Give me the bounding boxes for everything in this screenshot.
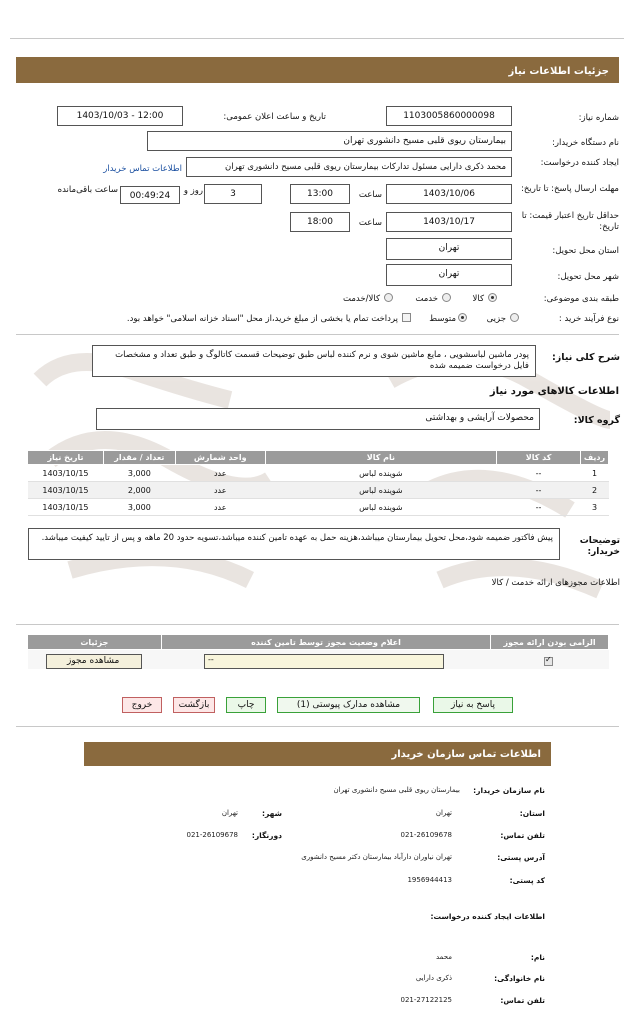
process-label: نوع فرآیند خرید : <box>558 314 619 324</box>
view-permit-button[interactable]: مشاهده مجوز <box>46 654 142 669</box>
send-time-field: 13:00 <box>290 184 350 204</box>
contact-header: اطلاعات تماس سازمان خریدار <box>84 742 551 766</box>
goods-group-label: گروه کالا: <box>573 415 620 426</box>
table-row <box>28 499 609 516</box>
permits-divider <box>16 624 619 625</box>
attachments-button[interactable]: مشاهده مدارک پیوستی (1) <box>277 697 420 713</box>
row-unit: عدد <box>175 482 265 499</box>
col-need-date: تاریخ نیاز <box>28 451 104 465</box>
print-button[interactable]: چاپ <box>226 697 266 713</box>
row-code: -- <box>497 465 581 482</box>
col-row-number: ردیف <box>580 451 608 465</box>
category-label: طبقه بندی موضوعی: <box>543 294 619 304</box>
treasury-payment-checkbox[interactable] <box>402 313 411 322</box>
process-option-medium: متوسط <box>429 314 456 324</box>
back-button[interactable]: بازگشت <box>173 697 215 713</box>
price-deadline-label: حداقل تاریخ اعتبار قیمت: تا تاریخ: <box>521 211 619 232</box>
category-option-goods: کالا <box>472 294 484 304</box>
page-header: جزئیات اطلاعات نیاز <box>16 57 619 83</box>
contact-city-label: شهر: <box>262 809 282 818</box>
contact-fax-label: دورنگار: <box>251 831 282 840</box>
col-details: جزئیات <box>28 635 162 650</box>
process-option-minor: جزیی <box>486 314 506 324</box>
row-qty: 3,000 <box>103 465 175 482</box>
price-date-field: 1403/10/17 <box>386 212 512 232</box>
description-label: شرح کلی نیاز: <box>551 352 620 363</box>
row-index: 2 <box>580 482 608 499</box>
creator-field: محمد ذکری دارایی مسئول تدارکات بیمارستان ریوی قلبی مسیح دانشوری تهران <box>186 157 512 177</box>
city-label: شهر محل تحویل: <box>557 272 619 282</box>
col-permit-required: الزامی بودن ارائه مجوز <box>491 635 609 650</box>
top-divider <box>10 38 624 39</box>
creator-name-value: محمد <box>436 953 452 961</box>
footer-divider <box>16 726 619 727</box>
col-quantity: تعداد / مقدار <box>103 451 175 465</box>
goods-section-title: اطلاعات کالاهای مورد نیاز <box>489 386 619 397</box>
remaining-time-field: 00:49:24 <box>120 186 180 204</box>
send-time-label: ساعت <box>358 190 382 200</box>
remaining-label: ساعت باقی‌مانده <box>57 185 118 195</box>
days-field: 3 <box>204 184 262 204</box>
price-time-field: 18:00 <box>290 212 350 232</box>
process-radio-minor[interactable] <box>510 313 519 322</box>
contact-postal-label: کد پستی: <box>509 876 545 885</box>
goods-group-field: محصولات آرایشی و بهداشتی <box>96 408 540 430</box>
row-name: شوینده لباس <box>265 465 497 482</box>
reply-button[interactable]: پاسخ به نیاز <box>433 697 513 713</box>
contact-city-value: تهران <box>221 809 238 817</box>
contact-province-value: تهران <box>435 809 452 817</box>
table-row <box>28 465 609 482</box>
contact-org-label: نام سازمان خریدار: <box>473 786 545 795</box>
exit-button[interactable]: خروج <box>122 697 162 713</box>
contact-fax-value: 021-26109678 <box>186 831 238 839</box>
province-field: تهران <box>386 238 512 260</box>
row-qty: 3,000 <box>103 499 175 516</box>
city-field: تهران <box>386 264 512 286</box>
category-radio-both[interactable] <box>384 293 393 302</box>
buyer-contact-link[interactable]: اطلاعات تماس خریدار <box>103 164 182 174</box>
contact-phone-label: تلفن تماس: <box>500 831 545 840</box>
row-unit: عدد <box>175 499 265 516</box>
contact-province-label: استان: <box>519 809 545 818</box>
row-name: شوینده لباس <box>265 499 497 516</box>
send-deadline-label: مهلت ارسال پاسخ: تا تاریخ: <box>521 184 619 194</box>
row-date: 1403/10/15 <box>28 465 104 482</box>
row-date: 1403/10/15 <box>28 499 104 516</box>
contact-address-label: آدرس پستی: <box>497 853 545 862</box>
category-option-service: خدمت <box>415 294 438 304</box>
creator-family-label: نام خانوادگی: <box>494 974 545 983</box>
creator-label: ایجاد کننده درخواست: <box>540 158 619 168</box>
creator-family-value: ذکری دارایی <box>415 974 452 982</box>
creator-phone-value: 021-27122125 <box>400 996 452 1004</box>
announce-label: تاریخ و ساعت اعلان عمومی: <box>223 112 326 122</box>
row-date: 1403/10/15 <box>28 482 104 499</box>
announce-field: 1403/10/03 - 12:00 <box>57 106 183 126</box>
price-time-label: ساعت <box>358 218 382 228</box>
category-option-both: کالا/خدمت <box>343 294 380 304</box>
creator-info-title: اطلاعات ایجاد کننده درخواست: <box>430 912 545 921</box>
description-field: پودر ماشین لباسشویی ، مایع ماشین شوی و نرم کننده لباس طبق توضیحات قسمت کاتالوگ و طبق تعداد و مشخصات فایل درخواست ضمیمه شده <box>92 345 536 377</box>
buyer-notes-label: توضیحات خریدار: <box>579 536 620 557</box>
permits-title: اطلاعات مجوزهای ارائه خدمت / کالا <box>491 578 620 588</box>
goods-table <box>27 450 609 516</box>
col-permit-status: اعلام وضعیت مجوز توسط تامین کننده <box>161 635 490 650</box>
contact-address-value: تهران نیاوران دارآباد بیمارستان دکتر مسیح دانشوری <box>301 853 452 861</box>
buyer-org-field: بیمارستان ریوی قلبی مسیح دانشوری تهران <box>147 131 512 151</box>
check-icon: ✓ <box>545 655 552 664</box>
col-unit: واحد شمارش <box>175 451 265 465</box>
row-name: شوینده لباس <box>265 482 497 499</box>
col-item-code: کد کالا <box>497 451 581 465</box>
row-unit: عدد <box>175 465 265 482</box>
creator-name-label: نام: <box>530 953 545 962</box>
contact-postal-value: 1956944413 <box>407 876 452 884</box>
category-radio-goods[interactable] <box>488 293 497 302</box>
permit-status-field <box>204 654 444 669</box>
row-index: 1 <box>580 465 608 482</box>
section-divider <box>16 334 619 335</box>
province-label: استان محل تحویل: <box>552 246 619 256</box>
row-qty: 2,000 <box>103 482 175 499</box>
table-row <box>28 482 609 499</box>
row-code: -- <box>497 482 581 499</box>
contact-org-value: بیمارستان ریوی قلبی مسیح دانشوری تهران <box>333 786 460 794</box>
permit-status-value: -- <box>208 655 214 664</box>
need-number-field: 1103005860000098 <box>386 106 512 126</box>
process-radio-medium[interactable] <box>458 313 467 322</box>
buyer-notes-field: پیش فاکتور ضمیمه شود،محل تحویل بیمارستان میباشد،هزینه حمل به عهده تامین کننده میباشد،تسویه حدود 20 ماهه و پس از تایید کیفیت میباشد. <box>28 528 560 560</box>
permits-table-header <box>28 635 609 650</box>
col-item-name: نام کالا <box>265 451 497 465</box>
row-code: -- <box>497 499 581 516</box>
goods-table-header <box>28 451 609 465</box>
send-date-field: 1403/10/06 <box>386 184 512 204</box>
buyer-org-label: نام دستگاه خریدار: <box>552 138 619 148</box>
contact-phone-value: 021-26109678 <box>400 831 452 839</box>
days-label: روز و <box>183 186 203 196</box>
row-index: 3 <box>580 499 608 516</box>
treasury-payment-note: پرداخت تمام یا بخشی از مبلغ خرید،از محل "اسناد خزانه اسلامی" خواهد بود. <box>126 314 398 324</box>
category-radio-service[interactable] <box>442 293 451 302</box>
creator-phone-label: تلفن تماس: <box>500 996 545 1005</box>
need-number-label: شماره نیاز: <box>578 113 619 123</box>
